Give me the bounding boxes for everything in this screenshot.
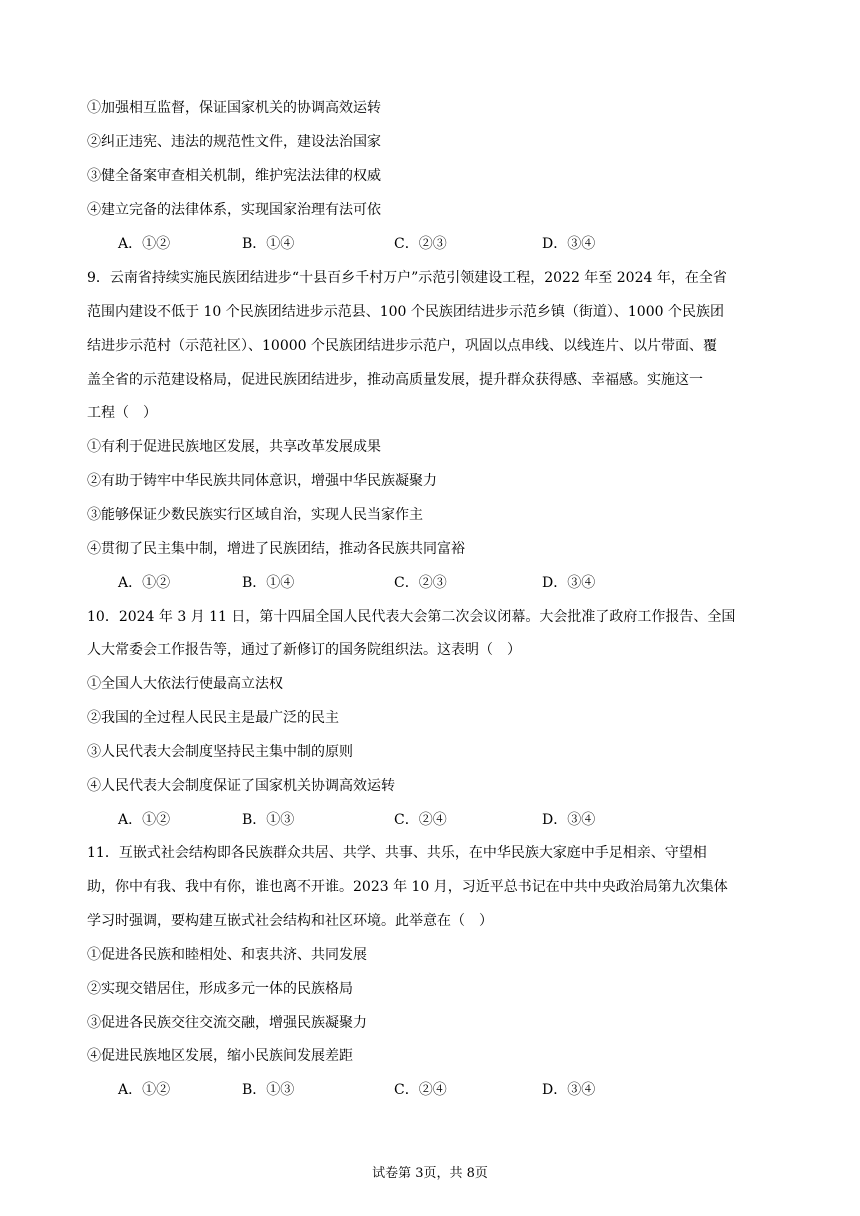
q9-option-a[interactable]: A．①②	[118, 575, 171, 591]
q9-stem-line-2: 范围内建设不低于 10 个民族团结进步示范县、100 个民族团结进步示范乡镇（街道）、1000 个民族团	[87, 304, 724, 320]
q10-option-c[interactable]: C．②④	[394, 812, 447, 828]
q10-stem-line-2: 人大常委会工作报告等，通过了新修订的国务院组织法。这表明（ ）	[87, 642, 521, 658]
q8-statement-4: ④建立完备的法律体系，实现国家治理有法可依	[87, 202, 381, 218]
q8-option-a[interactable]: A．①②	[118, 236, 171, 252]
q10-option-d[interactable]: D．③④	[542, 812, 596, 828]
q11-statement-1: ①促进各民族和睦相处、和衷共济、共同发展	[87, 947, 367, 963]
q11-option-a[interactable]: A．①②	[118, 1082, 171, 1098]
q9-statement-2: ②有助于铸牢中华民族共同体意识，增强中华民族凝聚力	[87, 473, 437, 489]
q11-stem-line-1: 11．互嵌式社会结构即各民族群众共居、共学、共事、共乐，在中华民族大家庭中手足相亲、守望相	[87, 845, 707, 861]
q11-stem-line-2: 助，你中有我、我中有你，谁也离不开谁。2023 年 10 月，习近平总书记在中共中央政治局第九次集体	[87, 879, 728, 895]
q8-option-c[interactable]: C．②③	[394, 236, 447, 252]
q8-option-b[interactable]: B．①④	[242, 236, 295, 252]
q9-option-c[interactable]: C．②③	[394, 575, 447, 591]
q11-option-b[interactable]: B．①③	[242, 1082, 295, 1098]
q9-statement-3: ③能够保证少数民族实行区域自治，实现人民当家作主	[87, 507, 423, 523]
q9-stem-line-3: 结进步示范村（示范社区）、10000 个民族团结进步示范户，巩固以点串线、以线连片、以片带面、覆	[87, 338, 717, 354]
q9-statement-4: ④贯彻了民主集中制，增进了民族团结，推动各民族共同富裕	[87, 541, 465, 557]
q10-statement-4: ④人民代表大会制度保证了国家机关协调高效运转	[87, 778, 395, 794]
q9-option-d[interactable]: D．③④	[542, 575, 596, 591]
q11-statement-2: ②实现交错居住，形成多元一体的民族格局	[87, 981, 353, 997]
q10-statement-1: ①全国人大依法行使最高立法权	[87, 676, 283, 692]
q9-stem-line-1: 9．云南省持续实施民族团结进步“十县百乡千村万户”示范引领建设工程，2022 年至 2024 年，在全省	[87, 270, 727, 286]
q11-statement-4: ④促进民族地区发展，缩小民族间发展差距	[87, 1048, 353, 1064]
q11-stem-line-3: 学习时强调，要构建互嵌式社会结构和社区环境。此举意在（ ）	[87, 913, 493, 929]
q8-statement-3: ③健全备案审查相关机制，维护宪法法律的权威	[87, 168, 381, 184]
q9-statement-1: ①有利于促进民族地区发展，共享改革发展成果	[87, 439, 381, 455]
q9-stem-line-5: 工程（ ）	[87, 405, 157, 421]
q10-option-b[interactable]: B．①③	[242, 812, 295, 828]
q8-statement-2: ②纠正违宪、违法的规范性文件，建设法治国家	[87, 134, 381, 150]
q10-option-a[interactable]: A．①②	[118, 812, 171, 828]
q10-statement-3: ③人民代表大会制度坚持民主集中制的原则	[87, 744, 353, 760]
q9-option-b[interactable]: B．①④	[242, 575, 295, 591]
q10-stem-line-1: 10．2024 年 3 月 11 日，第十四届全国人民代表大会第二次会议闭幕。大会批准了政府工作报告、全国	[87, 609, 736, 625]
q11-option-c[interactable]: C．②④	[394, 1082, 447, 1098]
q8-option-d[interactable]: D．③④	[542, 236, 596, 252]
q11-statement-3: ③促进各民族交往交流交融，增强民族凝聚力	[87, 1015, 367, 1031]
q11-option-d[interactable]: D．③④	[542, 1082, 596, 1098]
q9-stem-line-4: 盖全省的示范建设格局，促进民族团结进步，推动高质量发展，提升群众获得感、幸福感。实施这一	[87, 372, 703, 388]
page-number-footer: 试卷第 3页，共 8页	[372, 1166, 488, 1181]
q8-statement-1: ①加强相互监督，保证国家机关的协调高效运转	[87, 100, 381, 116]
q10-statement-2: ②我国的全过程人民民主是最广泛的民主	[87, 710, 339, 726]
